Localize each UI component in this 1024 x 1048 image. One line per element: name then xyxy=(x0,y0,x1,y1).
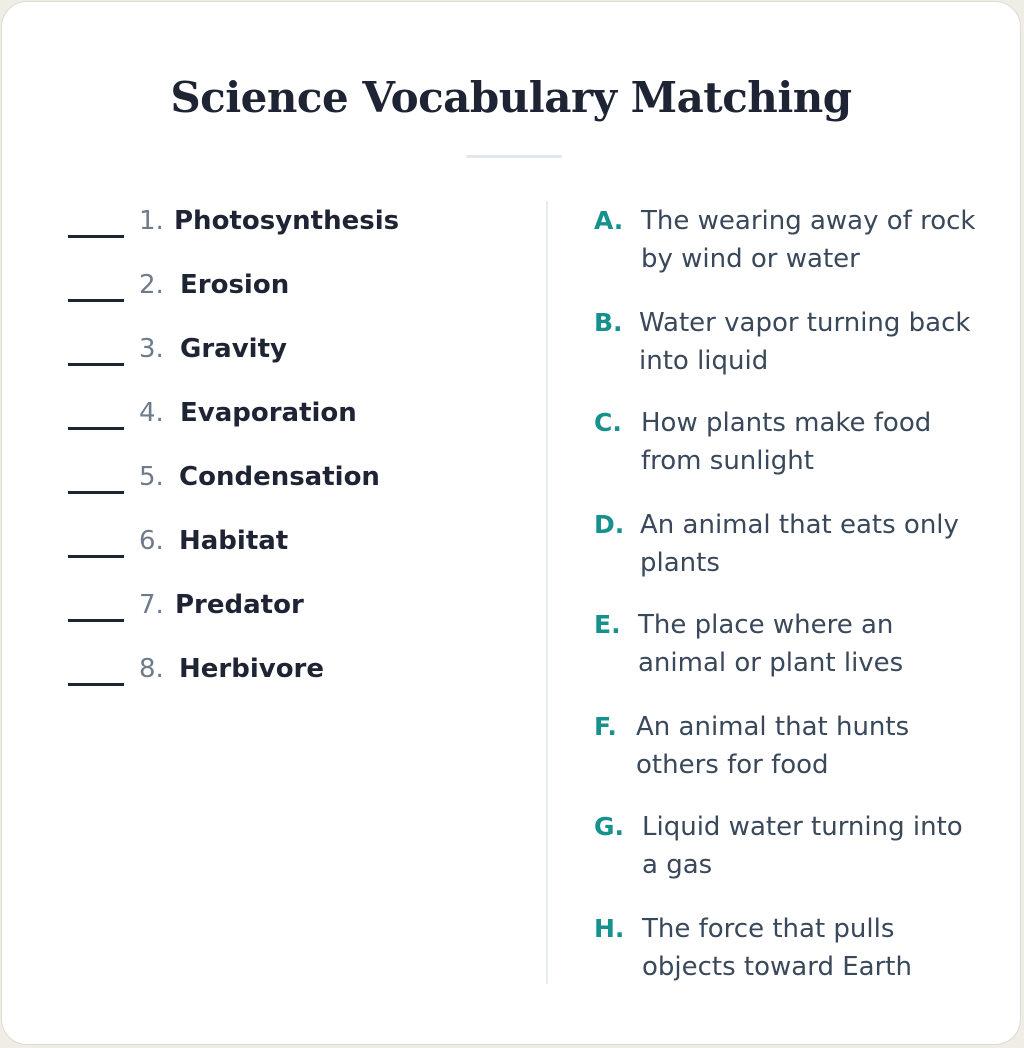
answer-blank[interactable] xyxy=(68,491,124,494)
definition-text: An animal that eats only plants xyxy=(640,510,959,578)
answer-blank[interactable] xyxy=(68,235,124,238)
term-word: Condensation xyxy=(179,462,380,492)
definition-letter: G. xyxy=(594,812,625,841)
term-number: 4. xyxy=(139,398,164,428)
definition-text: How plants make food from sunlight xyxy=(641,408,932,476)
definition-text: Water vapor turning back into liquid xyxy=(639,308,971,376)
term-number: 2. xyxy=(139,270,164,300)
term-word: Predator xyxy=(175,590,304,620)
answer-blank[interactable] xyxy=(68,427,124,430)
term-number: 8. xyxy=(139,654,164,684)
answer-blank[interactable] xyxy=(68,683,124,686)
definition-letter: E. xyxy=(594,610,621,639)
worksheet-card xyxy=(1,1,1021,1045)
term-number: 3. xyxy=(139,334,164,364)
term-item xyxy=(68,200,528,264)
term-number: 5. xyxy=(139,462,164,492)
term-word: Herbivore xyxy=(179,654,325,684)
definition-text: The force that pulls objects toward Earth xyxy=(642,914,912,982)
definition-text: The wearing away of rock by wind or water xyxy=(641,206,976,274)
definition-text: The place where an animal or plant lives xyxy=(638,610,904,678)
answer-blank[interactable] xyxy=(68,555,124,558)
term-word: Habitat xyxy=(179,526,289,556)
column-divider xyxy=(546,201,548,984)
term-number: 7. xyxy=(139,590,164,620)
definition-letter: F. xyxy=(594,712,617,741)
definition-letter: D. xyxy=(594,510,625,539)
term-word: Evaporation xyxy=(180,398,357,428)
term-item xyxy=(68,264,528,328)
term-number: 1. xyxy=(139,206,164,236)
term-item xyxy=(68,328,528,392)
definition-letter: B. xyxy=(594,308,623,337)
term-word: Gravity xyxy=(180,334,287,364)
term-number: 6. xyxy=(139,526,164,556)
definition-text: An animal that hunts others for food xyxy=(636,712,910,780)
term-list xyxy=(68,200,528,712)
page-title: Science Vocabulary Matching xyxy=(170,73,852,122)
answer-blank[interactable] xyxy=(68,363,124,366)
answer-blank[interactable] xyxy=(68,619,124,622)
term-word: Photosynthesis xyxy=(174,206,400,236)
term-item xyxy=(68,456,528,520)
term-item xyxy=(68,520,528,584)
definition-letter: H. xyxy=(594,914,625,943)
term-item xyxy=(68,584,528,648)
term-word: Erosion xyxy=(180,270,290,300)
definition-text: Liquid water turning into a gas xyxy=(642,812,963,880)
term-item xyxy=(68,648,528,712)
title-underline xyxy=(466,155,562,158)
term-item xyxy=(68,392,528,456)
definition-letter: C. xyxy=(594,408,622,437)
answer-blank[interactable] xyxy=(68,299,124,302)
definition-letter: A. xyxy=(594,206,624,235)
